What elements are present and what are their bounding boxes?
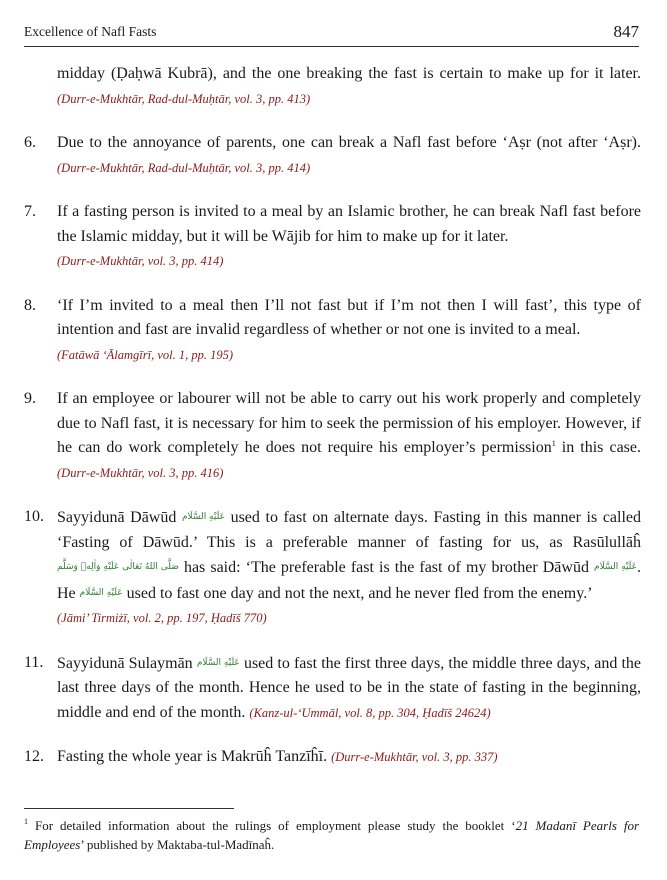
salutation-alayhis-salam: عَلَيْهِ السَّلَام (181, 512, 225, 522)
salutation-alayhis-salam: عَلَيْهِ السَّلَام (594, 562, 638, 572)
item-number: 12. (24, 748, 44, 765)
reference: (Kanz-ul-‘Ummāl, vol. 8, pp. 304, Ḥadīš 24624) (249, 705, 491, 720)
item-text: used to fast on alternate days. Fasting in this manner is called ‘Fasting of Dāwūd.’ This is a preferable manner of fasting for us, as Rasūlullāĥ (57, 509, 642, 551)
reference: (Durr-e-Mukhtār, Rad-dul-Muḥtār, vol. 3, pp. 414) (57, 160, 311, 175)
item-text: Fasting the whole year is Makrūĥ Tanzīĥī. (57, 748, 328, 765)
list-item-7 (24, 200, 641, 274)
footnote-text-after: ’ published by Maktaba-tul-Madīnaĥ. (80, 837, 275, 852)
list-item-9 (24, 387, 641, 485)
reference: (Durr-e-Mukhtār, vol. 3, pp. 337) (331, 750, 498, 764)
footnote-rule (24, 808, 234, 809)
item-text: Sayyidunā Sulaymān (57, 654, 193, 672)
page-header (24, 22, 639, 44)
item-number: 9. (24, 390, 36, 407)
item-text: If a fasting person is invited to a meal by an Islamic brother, he can break Nafl fast before the Islamic midday, but it will be Wājib for him to make up for it later. (57, 203, 641, 245)
salutation-alayhis-salam: عَلَيْهِ السَّلَام (196, 657, 240, 668)
page-body (24, 62, 641, 770)
item-text: If an employee or labourer will not be able to carry out his work properly and completely due to Nafl fast, it is necessary for him to seek the permission of his employer. However, if he can do work completely he does not require his employer’s permission (57, 390, 641, 456)
list-item-10 (24, 505, 641, 631)
footnote (24, 816, 639, 854)
item-text: . He (57, 559, 642, 602)
item-number: 8. (24, 296, 36, 314)
continuation-paragraph (57, 62, 641, 111)
reference: (Durr-e-Mukhtār, vol. 3, pp. 414) (57, 254, 224, 268)
footnote-text: For detailed information about the rulings of employment please study the booklet ‘ (34, 818, 516, 833)
continuation-text: midday (Ḍaḥwā Kubrā), and the one breaking the fast is certain to make up for it later. (57, 65, 641, 82)
item-text: has said: ‘The preferable fast is the fast of my brother Dāwūd (183, 559, 589, 576)
reference: (Durr-e-Mukhtār, vol. 3, pp. 416) (57, 465, 224, 480)
running-title: Excellence of Nafl Fasts (24, 24, 157, 39)
reference: (Durr-e-Mukhtār, Rad-dul-Muḥtār, vol. 3, pp. 413) (57, 91, 311, 106)
item-number: 11. (24, 653, 44, 671)
salutation-sallallahu: صَلَّى اللهُ تَعَالٰى عَلَيْهِ وَاٰلِهٖ وَسَلَّم (57, 562, 179, 572)
item-number: 10. (24, 508, 44, 525)
list-item-12 (24, 745, 641, 770)
reference: (Jāmi’ Tirmiżī, vol. 2, pp. 197, Ḥadīš 770) (57, 611, 267, 625)
salutation-alayhis-salam: عَلَيْهِ السَّلَام (79, 587, 123, 598)
item-text: ‘If I’m invited to a meal then I’ll not fast but if I’m not then I will fast’, this type of intention and fast are invalid regardless of whether or not one is invited to a meal. (57, 296, 641, 338)
header-rule (24, 46, 639, 47)
list-item-11 (24, 651, 641, 726)
list-item-6 (24, 131, 641, 180)
item-number: 6. (24, 134, 36, 151)
item-text: Sayyidunā Dāwūd (57, 509, 177, 526)
item-text: Due to the annoyance of parents, one can break a Nafl fast before ‘Aṣr (not after ‘Aṣr). (57, 134, 641, 151)
footnote-marker: 1 (551, 439, 556, 448)
item-text: used to fast one day and not the next, and he never fled from the enemy.’ (126, 584, 593, 602)
footnote-number: 1 (24, 817, 28, 826)
item-number: 7. (24, 203, 36, 220)
page-number: 847 (613, 22, 639, 41)
reference: (Fatāwā ‘Ālamgīrī, vol. 1, pp. 195) (57, 347, 234, 362)
footnote-booklet-title: 21 Madanī Pearls for Employees (24, 818, 639, 852)
list-item-8 (24, 294, 641, 368)
item-text: used to fast the first three days, the middle three days, and the last three days of the month. Hence he used to be in the state of fasting in the beginning, middle and end of the month. (57, 654, 642, 721)
item-text-after: in this case. (555, 439, 641, 456)
